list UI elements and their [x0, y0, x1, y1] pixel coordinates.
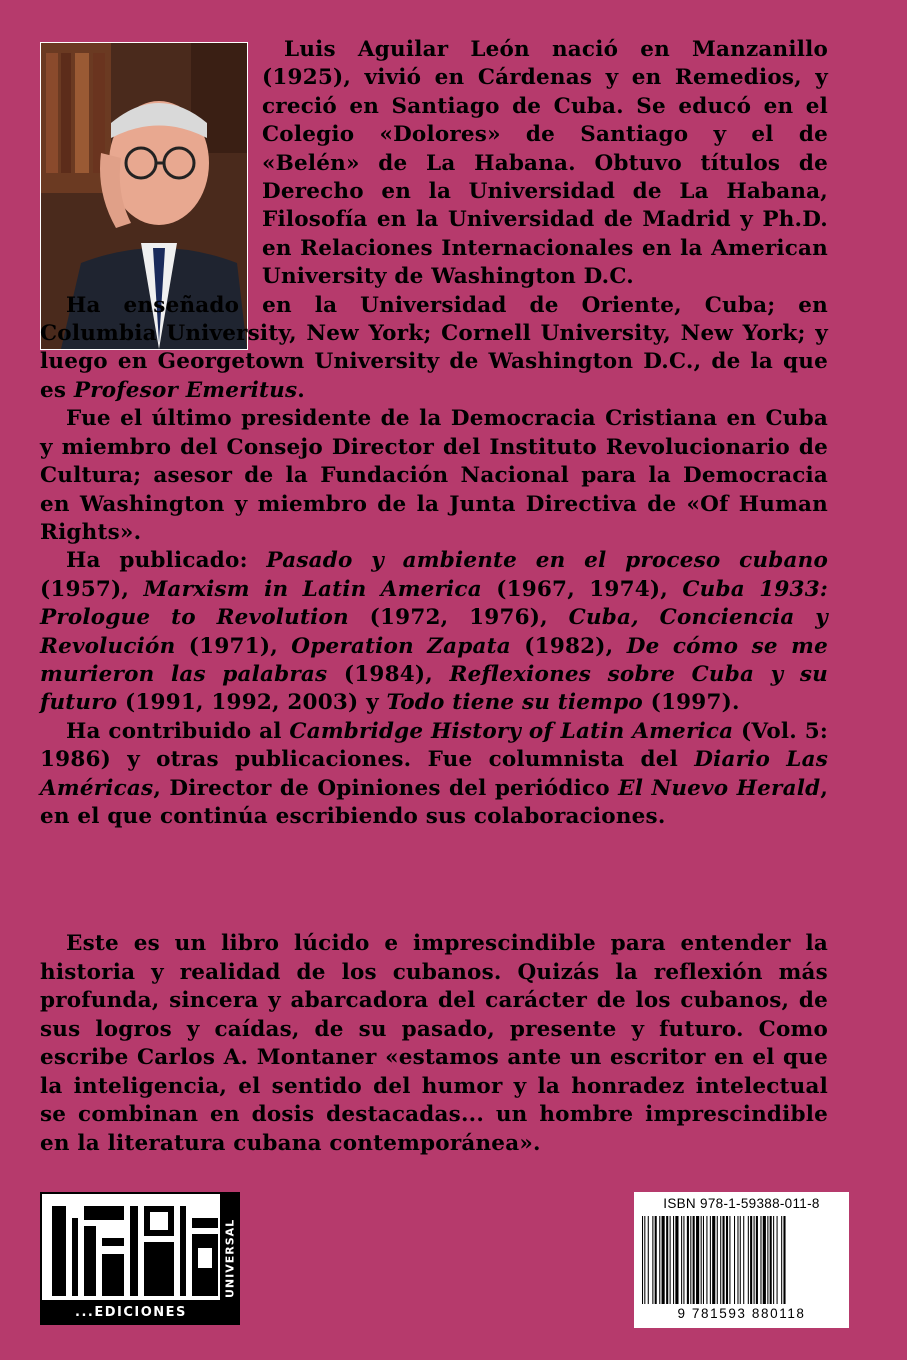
barcode-bar [773, 1216, 774, 1304]
italic-title: Cuba, Conciencia y Revolución [40, 605, 828, 659]
bio-paragraph-3: Fue el último presidente de la Democracia Cristiana en Cuba y miembro del Consejo Director del Instituto Revolucionario de Cultura; asesor de la Fundación Nacional para la Democracia en Washington y miembro de la Junta Directiva de «Of Human Rights». [40, 406, 828, 545]
barcode-bar [717, 1216, 718, 1304]
isbn-label: ISBN 978-1-59388-011-8 [663, 1196, 820, 1211]
italic-title: Diario Las Américas [40, 747, 828, 801]
blurb-paragraph: Este es un libro lúcido e imprescindible para entender la historia y realidad de los cubanos. Quizás la reflexión más profunda, sincera y abarcadora del carácter de los cubanos, de sus logros y caídas, de su pasado, presente y futuro. Como escribe Carlos A. Montaner «estamos ante un escritor en el que la inteligencia, el sentido del humor y la honradez intelectual se combinan en dosis destacadas... un hombre imprescindible en la literatura cubana contemporánea». [40, 931, 828, 1156]
barcode-bar [754, 1216, 755, 1304]
barcode-bar [734, 1216, 735, 1304]
barcode-bar [681, 1216, 682, 1304]
barcode-bar [743, 1216, 744, 1304]
barcode-bar [701, 1216, 702, 1304]
bio-paragraph-4: Ha publicado: Pasado y ambiente en el proceso cubano (1957), Marxism in Latin America (1967, 1974), Cuba 1933: Prologue to Revolution (1972, 1976), Cuba, Conciencia y Revolución (1971), Operation Zapata (1982), De cómo se me murieron las palabras (1984), Reflexiones sobre Cuba y su futuro (1991, 1992, 2003) y Todo tiene su tiempo (1997). [40, 548, 828, 716]
barcode-bar [720, 1216, 721, 1304]
barcode-bar [706, 1216, 707, 1304]
barcode-bar [783, 1216, 785, 1304]
barcode-bar [756, 1216, 758, 1304]
barcode-bar [723, 1216, 725, 1304]
barcode-bar [659, 1216, 660, 1304]
book-blurb [40, 930, 828, 1158]
photo-spacer [40, 36, 262, 288]
barcode-bar [763, 1216, 766, 1304]
barcode-bar [712, 1216, 715, 1304]
barcode-bar [726, 1216, 728, 1304]
publisher-name-vertical: UNIVERSAL [220, 1192, 240, 1325]
barcode-digits: 9 781593 880118 [677, 1306, 806, 1321]
barcode-bar [750, 1216, 752, 1304]
barcode-bar [760, 1216, 761, 1304]
italic-title: El Nuevo Herald [618, 775, 821, 801]
barcode-bar [683, 1216, 684, 1304]
italic-title: Cambridge History of Latin America [289, 718, 734, 744]
barcode-bar [690, 1216, 691, 1304]
barcode-bar [703, 1216, 704, 1304]
barcode-bar [666, 1216, 668, 1304]
barcode-bar [737, 1216, 738, 1304]
barcode-bar [670, 1216, 671, 1304]
italic-title: Cuba 1933: Prologue to Revolution [40, 576, 828, 631]
barcode-bar [693, 1216, 695, 1304]
italic-title: Marxism in Latin America [143, 576, 482, 602]
publisher-name: ...EDICIONES [40, 1300, 222, 1325]
barcode-bar [675, 1216, 678, 1304]
italic-title: Reflexiones sobre Cuba y su futuro [40, 661, 828, 716]
italic-title: Pasado y ambiente en el proceso cubano [266, 548, 828, 574]
barcode-bars [638, 1216, 845, 1308]
italic-title: Operation Zapata [291, 633, 511, 659]
barcode-bar [696, 1216, 699, 1304]
barcode-bar [652, 1216, 653, 1304]
barcode-bar [687, 1216, 689, 1304]
bio-paragraph-2: Ha enseñado en la Universidad de Oriente, Cuba; en Columbia University, New York; Cornell University, New York; y luego en Georgetown University de Washington D.C., de la que es Profesor Emeritus. [40, 292, 828, 403]
barcode-bar [673, 1216, 674, 1304]
barcode-bar [655, 1216, 657, 1304]
bio-paragraph-5: Ha contribuido al Cambridge History of Latin America (Vol. 5: 1986) y otras publicaciones. Fue columnista del Diario Las Américas, Director de Opiniones del periódico El Nuevo Herald, en el que continúa escribiendo sus colaboraciones. [40, 718, 828, 829]
barcode-bar [748, 1216, 749, 1304]
barcode-bar [648, 1216, 649, 1304]
barcode-bar [740, 1216, 741, 1304]
italic-title: Todo tiene su tiempo [386, 690, 643, 716]
bio-paragraph-1: Luis Aguilar León nació en Manzanillo (1925), vivió en Cárdenas y en Remedios, y creció en Santiago de Cuba. Se educó en el Colegio «Dolores» de Santiago y el de «Belén» de La Habana. Obtuvo títulos de Derecho en la Universidad de La Habana, Filosofía en la Universidad de Madrid y Ph.D. en Relaciones Internacionales en la American University de Washington D.C. [262, 37, 828, 290]
barcode-bar [781, 1216, 782, 1304]
barcode-bar [662, 1216, 665, 1304]
barcode-bar [770, 1216, 772, 1304]
barcode-bar [777, 1216, 778, 1304]
publisher-logo-mark [46, 1198, 224, 1304]
barcode [634, 1192, 849, 1328]
barcode-bar [710, 1216, 711, 1304]
italic-title: De cómo se me murieron las palabras [40, 633, 828, 687]
barcode-bar [729, 1216, 730, 1304]
barcode-bar [644, 1216, 645, 1304]
barcode-bar [642, 1216, 643, 1304]
author-biography [40, 36, 828, 831]
barcode-bar [767, 1216, 768, 1304]
italic-title: Profesor Emeritus [73, 377, 298, 403]
